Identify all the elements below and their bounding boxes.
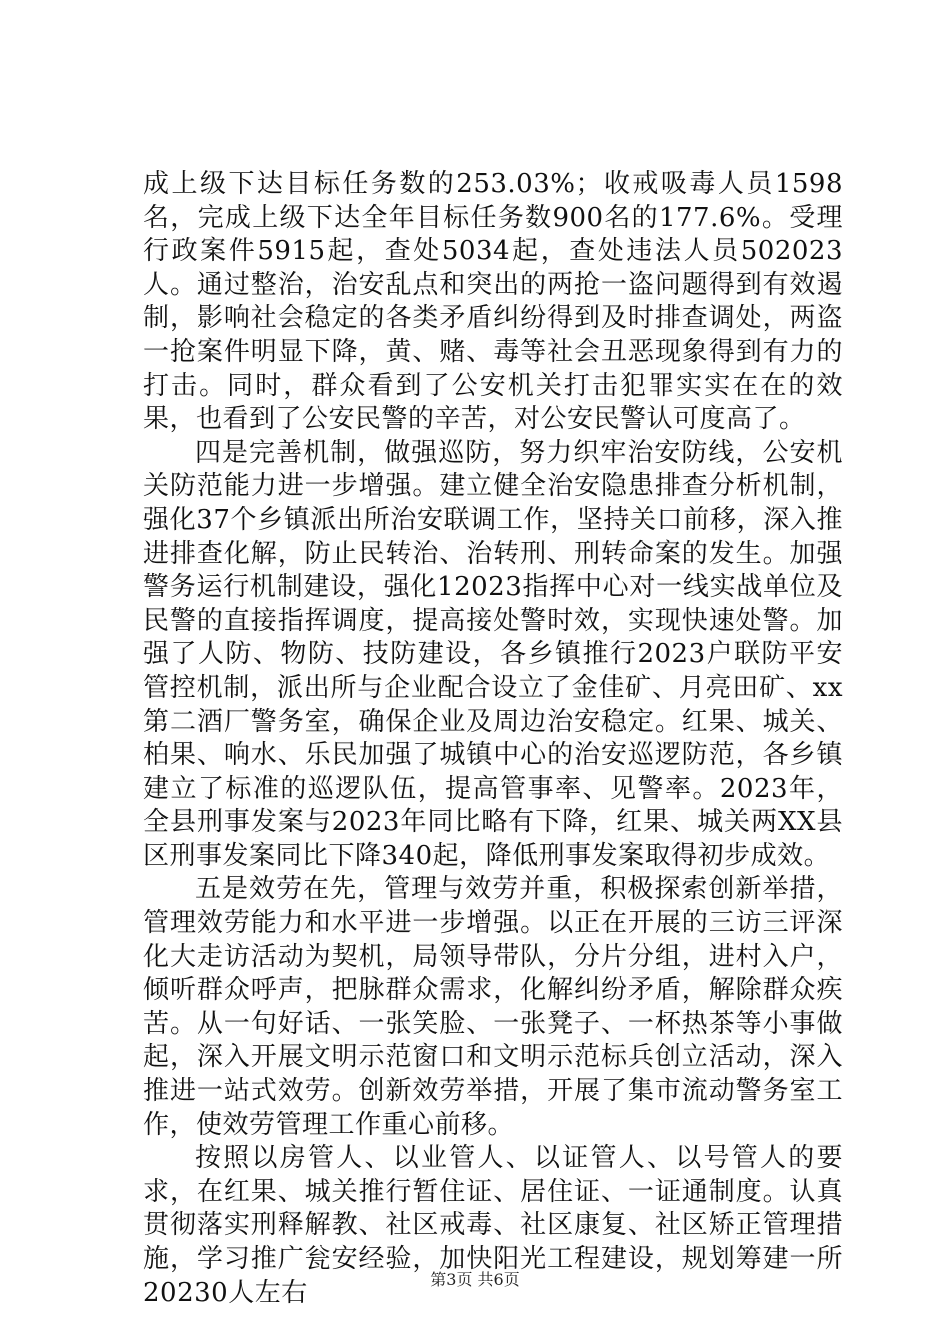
page-number-footer: 第3页 共6页 [430,1270,520,1289]
paragraph-3: 五是效劳在先，管理与效劳并重，积极探索创新举措，管理效劳能力和水平进一步增强。以正在开展的三访三评深化大走访活动为契机，局领导带队，分片分组，进村入户，倾听群众呼声，把脉群众需求，化解纠纷矛盾，解除群众疾苦。从一句好话、一张笑脸、一张凳子、一杯热茶等小事做起，深入开展文明示范窗口和文明示范标兵创立活动，深入推进一站式效劳。创新效劳举措，开展了集市流动警务室工作，使效劳管理工作重心前移。 [143,874,843,1140]
paragraph-4: 按照以房管人、以业管人、以证管人、以号管人的要求，在红果、城关推行暂住证、居住证、一证通制度。认真贯彻落实刑释解教、社区戒毒、社区康复、社区矫正管理措施，学习推广瓮安经验，加快阳光工程建设，规划筹建一所20230人左右 [143,1143,843,1308]
paragraph-1: 成上级下达目标任务数的253.03%；收戒吸毒人员1598名，完成上级下达全年目标任务数900名的177.6%。受理行政案件5915起，查处5034起，查处违法人员502023人。通过整治，治安乱点和突出的两抢一盗问题得到有效遏制，影响社会稳定的各类矛盾纠纷得到及时排查调处，两盗一抢案件明显下降，黄、赌、毒等社会丑恶现象得到有力的打击。同时，群众看到了公安机关打击犯罪实实在在的效果，也看到了公安民警的辛苦，对公安民警认可度高了。 [143,169,843,435]
document-body [143,168,843,1310]
paragraph-2: 四是完善机制，做强巡防，努力织牢治安防线，公安机关防范能力进一步增强。建立健全治安隐患排查分析机制，强化37个乡镇派出所治安联调工作，坚持关口前移，深入推进排查化解，防止民转治、治转刑、刑转命案的发生。加强警务运行机制建设，强化12023指挥中心对一线实战单位及民警的直接指挥调度，提高接处警时效，实现快速处警。加强了人防、物防、技防建设，各乡镇推行2023户联防平安管控机制，派出所与企业配合设立了金佳矿、月亮田矿、xx第二酒厂警务室，确保企业及周边治安稳定。红果、城关、柏果、响水、乐民加强了城镇中心的治安巡逻防范，各乡镇建立了标准的巡逻队伍，提高管事率、见警率。2023年，全县刑事发案与2023年同比略有下降，红果、城关两XX县区刑事发案同比下降340起，降低刑事发案取得初步成效。 [143,437,843,871]
